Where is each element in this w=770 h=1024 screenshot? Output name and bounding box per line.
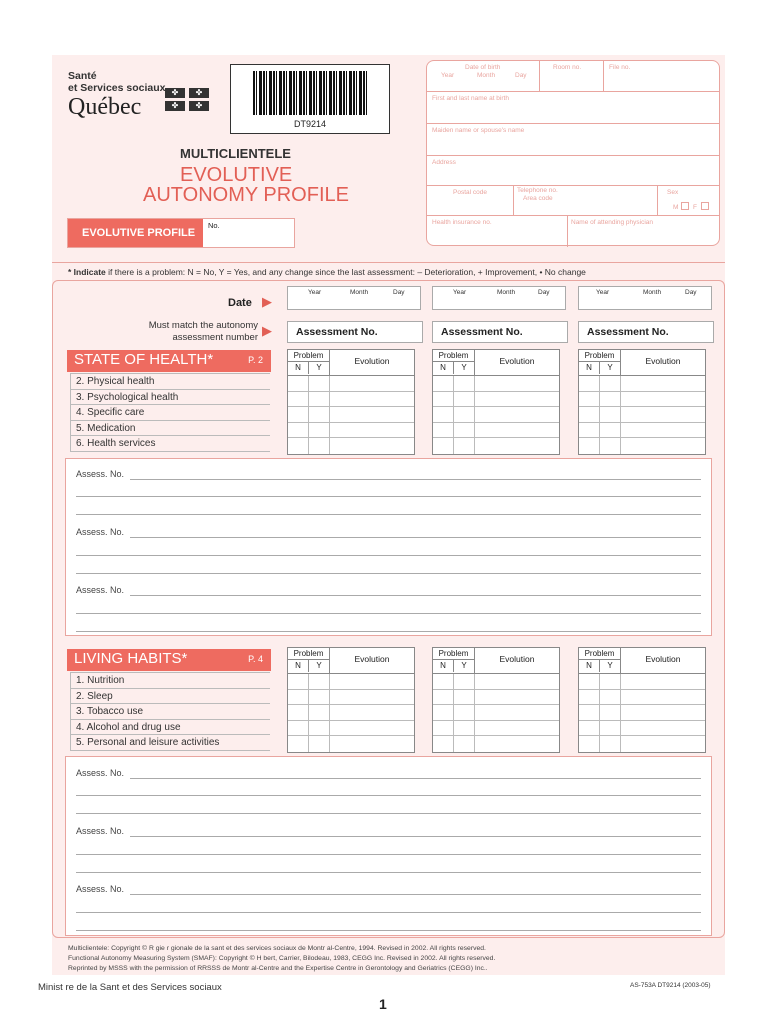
evolution-label: Evolution	[499, 356, 535, 366]
living-habits-header	[67, 649, 271, 671]
assess-no-label: Assess. No.	[76, 585, 125, 595]
sex-f-label: F	[693, 204, 697, 211]
habits-grid-2	[432, 647, 560, 753]
sex-f-checkbox[interactable]	[701, 202, 709, 210]
assessment-no-3[interactable]: Assessment No.	[578, 321, 714, 343]
date-month-label: Month	[643, 289, 662, 296]
health-insurance-label[interactable]: Health insurance no.	[432, 219, 492, 226]
grid-row[interactable]	[288, 376, 414, 392]
assessment-arrow-icon: ▶	[262, 323, 272, 338]
grid-row[interactable]	[433, 721, 559, 737]
list-item: 5. Medication	[70, 421, 270, 437]
y-label: Y	[461, 661, 467, 670]
date-label: Date	[228, 297, 252, 309]
n-label: N	[288, 362, 309, 374]
evolution-label: Evolution	[354, 654, 390, 664]
physician-label[interactable]: Name of attending physician	[571, 219, 654, 226]
y-label: Y	[461, 363, 467, 372]
list-item: 4. Alcohol and drug use	[70, 720, 270, 736]
problem-label: Problem	[433, 350, 474, 362]
grid-row[interactable]	[433, 392, 559, 408]
patient-id-box	[426, 60, 720, 246]
copyright-line-2: Functional Autonomy Measuring System (SMAF): Copyright © H bert, Carrier, Bilodeau, 1983, CEGG Inc. Revised in 2002. All rights reserved.	[68, 955, 496, 962]
barcode-number: DT9214	[293, 119, 327, 129]
birth-name-label[interactable]: First and last name at birth	[432, 95, 509, 102]
assess-no-label: Assess. No.	[76, 768, 125, 778]
dob-label: Date of birth	[465, 64, 501, 71]
problem-label: Problem	[433, 648, 474, 660]
instructions-star: * Indicate	[68, 267, 106, 277]
grid-row[interactable]	[288, 690, 414, 706]
page-number: 1	[379, 996, 387, 1012]
date-arrow-icon: ▶	[262, 294, 272, 309]
instructions-body: if there is a problem: N = No, Y = Yes, and any change since the last assessment: – Deterioration, + Improvement, • No change	[105, 267, 586, 277]
form-code: AS-753A DT9214 (2003-05)	[630, 982, 711, 989]
n-label: N	[579, 362, 600, 374]
health-grid-2	[432, 349, 560, 455]
grid-row[interactable]	[433, 736, 559, 752]
list-item: 6. Health services	[70, 436, 270, 452]
y-label: Y	[316, 363, 322, 372]
address-label[interactable]: Address	[432, 159, 456, 166]
logo-line-2: et Services sociaux	[68, 82, 166, 94]
n-label: N	[579, 660, 600, 672]
title-autonomy-profile: AUTONOMY PROFILE	[143, 184, 349, 206]
date-day-label: Day	[685, 289, 697, 296]
postal-code-label[interactable]: Postal code	[453, 189, 487, 196]
grid-row[interactable]	[579, 376, 705, 392]
grid-row[interactable]	[288, 721, 414, 737]
list-item: 2. Sleep	[70, 689, 270, 705]
sex-label: Sex	[667, 189, 679, 196]
list-item: 5. Personal and leisure activities	[70, 735, 270, 751]
list-item: 1. Nutrition	[70, 673, 270, 689]
problem-label: Problem	[288, 648, 329, 660]
assess-no-label: Assess. No.	[76, 826, 125, 836]
list-item: 3. Tobacco use	[70, 704, 270, 720]
grid-row[interactable]	[579, 438, 705, 454]
grid-row[interactable]	[579, 736, 705, 752]
date-month-label: Month	[497, 289, 516, 296]
date-year-label: Year	[596, 289, 610, 296]
evolutive-profile-badge: EVOLUTIVE PROFILE	[68, 219, 203, 247]
state-of-health-title: STATE OF HEALTH*	[74, 351, 214, 368]
assess-no-label: Assess. No.	[76, 884, 125, 894]
state-of-health-list	[70, 373, 270, 452]
copyright-block	[68, 944, 495, 974]
y-label: Y	[316, 661, 322, 670]
grid-row[interactable]	[433, 690, 559, 706]
n-label: N	[288, 660, 309, 672]
n-label: N	[433, 362, 454, 374]
fleur-de-lis-flag-icon: ✤ ✤ ✤ ✤	[165, 88, 211, 112]
evolutive-profile-box	[67, 218, 295, 248]
grid-row[interactable]	[579, 690, 705, 706]
evolution-label: Evolution	[499, 654, 535, 664]
date-field-2[interactable]	[432, 286, 566, 310]
date-day-label: Day	[393, 289, 405, 296]
room-label: Room no.	[553, 64, 582, 71]
logo-line-1: Santé	[68, 70, 97, 82]
barcode-box	[230, 64, 390, 134]
date-field-3[interactable]	[578, 286, 712, 310]
evolution-label: Evolution	[645, 654, 681, 664]
sex-m-checkbox[interactable]	[681, 202, 689, 210]
must-match-note	[120, 320, 258, 344]
n-label: N	[433, 660, 454, 672]
must-match-line-1: Must match the autonomy	[148, 320, 258, 331]
file-label: File no.	[609, 64, 631, 71]
grid-row[interactable]	[579, 705, 705, 721]
grid-row[interactable]	[579, 407, 705, 423]
grid-row[interactable]	[579, 423, 705, 439]
dob-month-label: Month	[477, 72, 496, 79]
sex-m-label: M	[673, 204, 679, 211]
barcode-icon	[253, 71, 367, 115]
date-month-label: Month	[350, 289, 369, 296]
title-evolutive: EVOLUTIVE	[180, 164, 293, 186]
grid-row[interactable]	[288, 407, 414, 423]
date-year-label: Year	[453, 289, 467, 296]
living-habits-page: P. 4	[248, 654, 263, 664]
telephone-label[interactable]: Telephone no.	[517, 187, 558, 194]
problem-label: Problem	[579, 350, 620, 362]
copyright-line-3: Reprinted by MSSS with the permission of RRSSS de Montr al-Centre and the Expertise Centre in Gerontology and Geriatrics (CEGG) Inc..	[68, 965, 488, 972]
state-of-health-header	[67, 350, 271, 372]
grid-row[interactable]	[433, 376, 559, 392]
grid-row[interactable]	[433, 674, 559, 690]
y-label: Y	[607, 661, 613, 670]
date-year-label: Year	[308, 289, 322, 296]
health-grid-1	[287, 349, 415, 455]
problem-label: Problem	[579, 648, 620, 660]
y-label: Y	[607, 363, 613, 372]
dob-day-label: Day	[515, 72, 527, 79]
grid-row[interactable]	[288, 736, 414, 752]
grid-row[interactable]	[288, 423, 414, 439]
title-multiclientele: MULTICLIENTELE	[180, 146, 291, 161]
list-item: 2. Physical health	[70, 374, 270, 390]
grid-row[interactable]	[579, 674, 705, 690]
health-grid-3	[578, 349, 706, 455]
grid-row[interactable]	[433, 407, 559, 423]
evolution-label: Evolution	[645, 356, 681, 366]
evolution-label: Evolution	[354, 356, 390, 366]
grid-row[interactable]	[433, 438, 559, 454]
dob-year-label: Year	[441, 72, 455, 79]
ministry-logo-text	[68, 70, 165, 94]
must-match-line-2: assessment number	[172, 332, 258, 343]
habits-grid-1	[287, 647, 415, 753]
grid-row[interactable]	[579, 721, 705, 737]
instructions-text	[68, 267, 586, 277]
assess-no-label: Assess. No.	[76, 527, 125, 537]
copyright-line-1: Multiclientele: Copyright © R gie r gionale de la sant et des services sociaux de Montr al-Centre, 1994. Revised in 2002. All rights reserved.	[68, 945, 486, 952]
problem-label: Problem	[288, 350, 329, 362]
ministry-footer: Minist re de la Sant et des Services sociaux	[38, 982, 222, 993]
area-code-label: Area code	[523, 195, 553, 202]
quebec-wordmark: Québec	[68, 94, 142, 120]
list-item: 3. Psychological health	[70, 390, 270, 406]
assessment-no-1[interactable]: Assessment No.	[287, 321, 423, 343]
grid-row[interactable]	[288, 674, 414, 690]
date-field-1[interactable]	[287, 286, 421, 310]
profile-no-label: No.	[208, 221, 220, 230]
grid-row[interactable]	[288, 392, 414, 408]
assessment-no-2[interactable]: Assessment No.	[432, 321, 568, 343]
habits-grid-3	[578, 647, 706, 753]
grid-row[interactable]	[579, 392, 705, 408]
habits-notes-area[interactable]	[65, 756, 712, 936]
living-habits-list	[70, 672, 270, 751]
maiden-name-label[interactable]: Maiden name or spouse's name	[432, 127, 525, 134]
date-day-label: Day	[538, 289, 550, 296]
living-habits-title: LIVING HABITS*	[74, 650, 188, 667]
grid-row[interactable]	[288, 438, 414, 454]
assess-no-label: Assess. No.	[76, 469, 125, 479]
grid-row[interactable]	[433, 423, 559, 439]
list-item: 4. Specific care	[70, 405, 270, 421]
grid-row[interactable]	[433, 705, 559, 721]
health-notes-area[interactable]	[65, 458, 712, 636]
grid-row[interactable]	[288, 705, 414, 721]
state-of-health-page: P. 2	[248, 355, 263, 365]
